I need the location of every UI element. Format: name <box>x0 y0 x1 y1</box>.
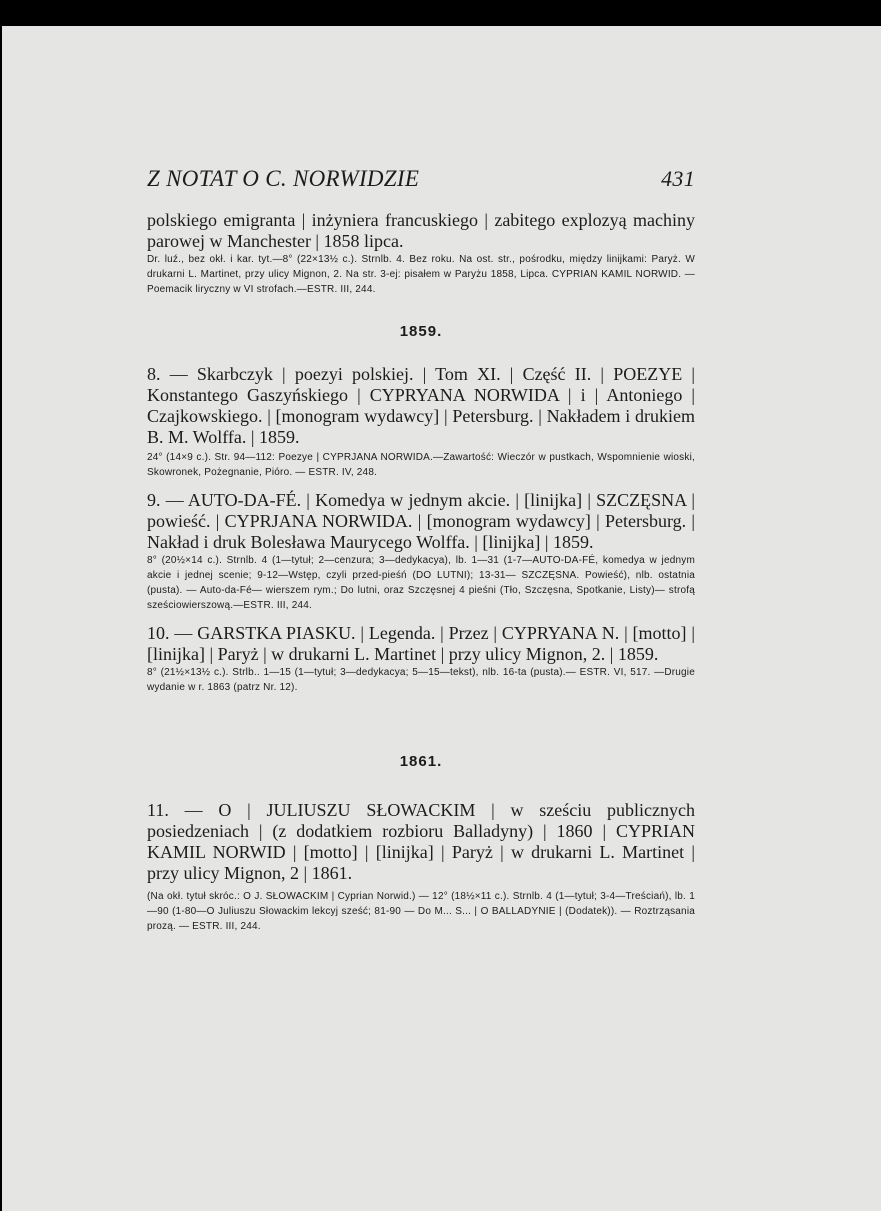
bibliographic-note: (Na okł. tytuł skróc.: O J. SŁOWACKIM | Cyprian Norwid.) — 12° (18½×11 c.). Strnlb. 4 (1—tytuł; 3-4—Treściań), lb. 1—90 (1-80—O Juliuszu Słowackim lekcyj sześć; 81-90 — Do M... S... | O BALLADYNIE | (Dodatek)). — Roztrząsania prozą. — ESTR. III, 244. <box>147 891 695 932</box>
entry-text: 9. — AUTO-DA-FÉ. | Komedya w jednym akcie. | [linijka] | SZCZĘSNA | powieść. | CYPRJANA NORWIDA. | [monogram wydawcy] | Petersburg. | Nakład i druk Bolesława Maurycego Wolffa. | [linijka] | 1859. <box>147 490 695 552</box>
page-content <box>147 166 695 934</box>
entry-text: 10. — GARSTKA PIASKU. | Legenda. | Przez | CYPRYANA N. | [motto] | [linijka] | Paryż | w drukarni L. Martinet | przy ulicy Mignon, 2. | 1859. <box>147 623 695 664</box>
bibliographic-note: Dr. luź., bez okł. i kar. tyt.—8° (22×13½ c.). Strnlb. 4. Bez roku. Na ost. str., pośrodku, między linijkami: Paryż. W drukarni L. Martinet, przy ulicy Mignon, 2. Na str. 3-ej: pisałem w Paryżu 1858, Lipca. CYPRIAN KAMIL NORWID. — Poemacik liryczny w VI strofach.—ESTR. III, 244. <box>147 254 695 295</box>
year-heading: 1861. <box>399 753 443 770</box>
running-title: Z NOTAT O C. NORWIDZIE <box>147 166 420 191</box>
scanned-page <box>2 26 881 1211</box>
page-number: 431 <box>661 166 695 191</box>
entry-text: 11. — O | JULIUSZU SŁOWACKIM | w sześciu publicznych posiedzeniach | (z dodatkiem rozbioru Balladyny) | 1860 | CYPRIAN KAMIL NORWID | [motto] | [linijka] | Paryż | w drukarni L. Martinet | przy ulicy Mignon, 2 | 1861. <box>147 800 695 883</box>
text-body <box>147 210 695 934</box>
running-header <box>147 166 695 192</box>
entry-text: 8. — Skarbczyk | poezyi polskiej. | Tom XI. | Część II. | POEZYE | Konstantego Gaszyńskiego | CYPRYANA NORWIDA | i | Antoniego | Czajkowskiego. | [monogram wydawcy] | Petersburg. | Nakładem i drukiem B. M. Wolffa. | 1859. <box>147 364 695 447</box>
entry-text: polskiego emigranta | inżyniera francuskiego | zabitego explozyą machiny parowej w Manchester | 1858 lipca. <box>147 210 695 251</box>
bibliographic-note: 8° (20½×14 c.). Strnlb. 4 (1—tytuł; 2—cenzura; 3—dedykacya), lb. 1—31 (1-7—AUTO-DA-FÉ, komedya w jednym akcie i jednej scenie; 9-12—Wstęp, czyli przed-pieśń (DO LUTNI); 13-31— SZCZĘSNA. Powieść), nlb. ostatnia (pusta). — Auto-da-Fé— wierszem rym.; Do lutni, oraz Szczęsnej 4 pieśni (Tło, Szczęsna, Spotkanie, Listy)— strofą sześciowierszową.—ESTR. III, 244. <box>147 555 695 611</box>
year-heading: 1859. <box>399 323 443 340</box>
bibliographic-note: 8° (21½×13½ c.). Strlb.. 1—15 (1—tytuł; 3—dedykacya; 5—15—tekst), nlb. 16-ta (pusta).— ESTR. VI, 517. —Drugie wydanie w r. 1863 (patrz Nr. 12). <box>147 667 695 693</box>
bibliographic-note: 24° (14×9 c.). Str. 94—112: Poezye | CYPRJANA NORWIDA.—Zawartość: Wieczór w pustkach, Wspomnienie wioski, Skowronek, Pożegnanie, Pióro. — ESTR. IV, 248. <box>147 452 695 478</box>
